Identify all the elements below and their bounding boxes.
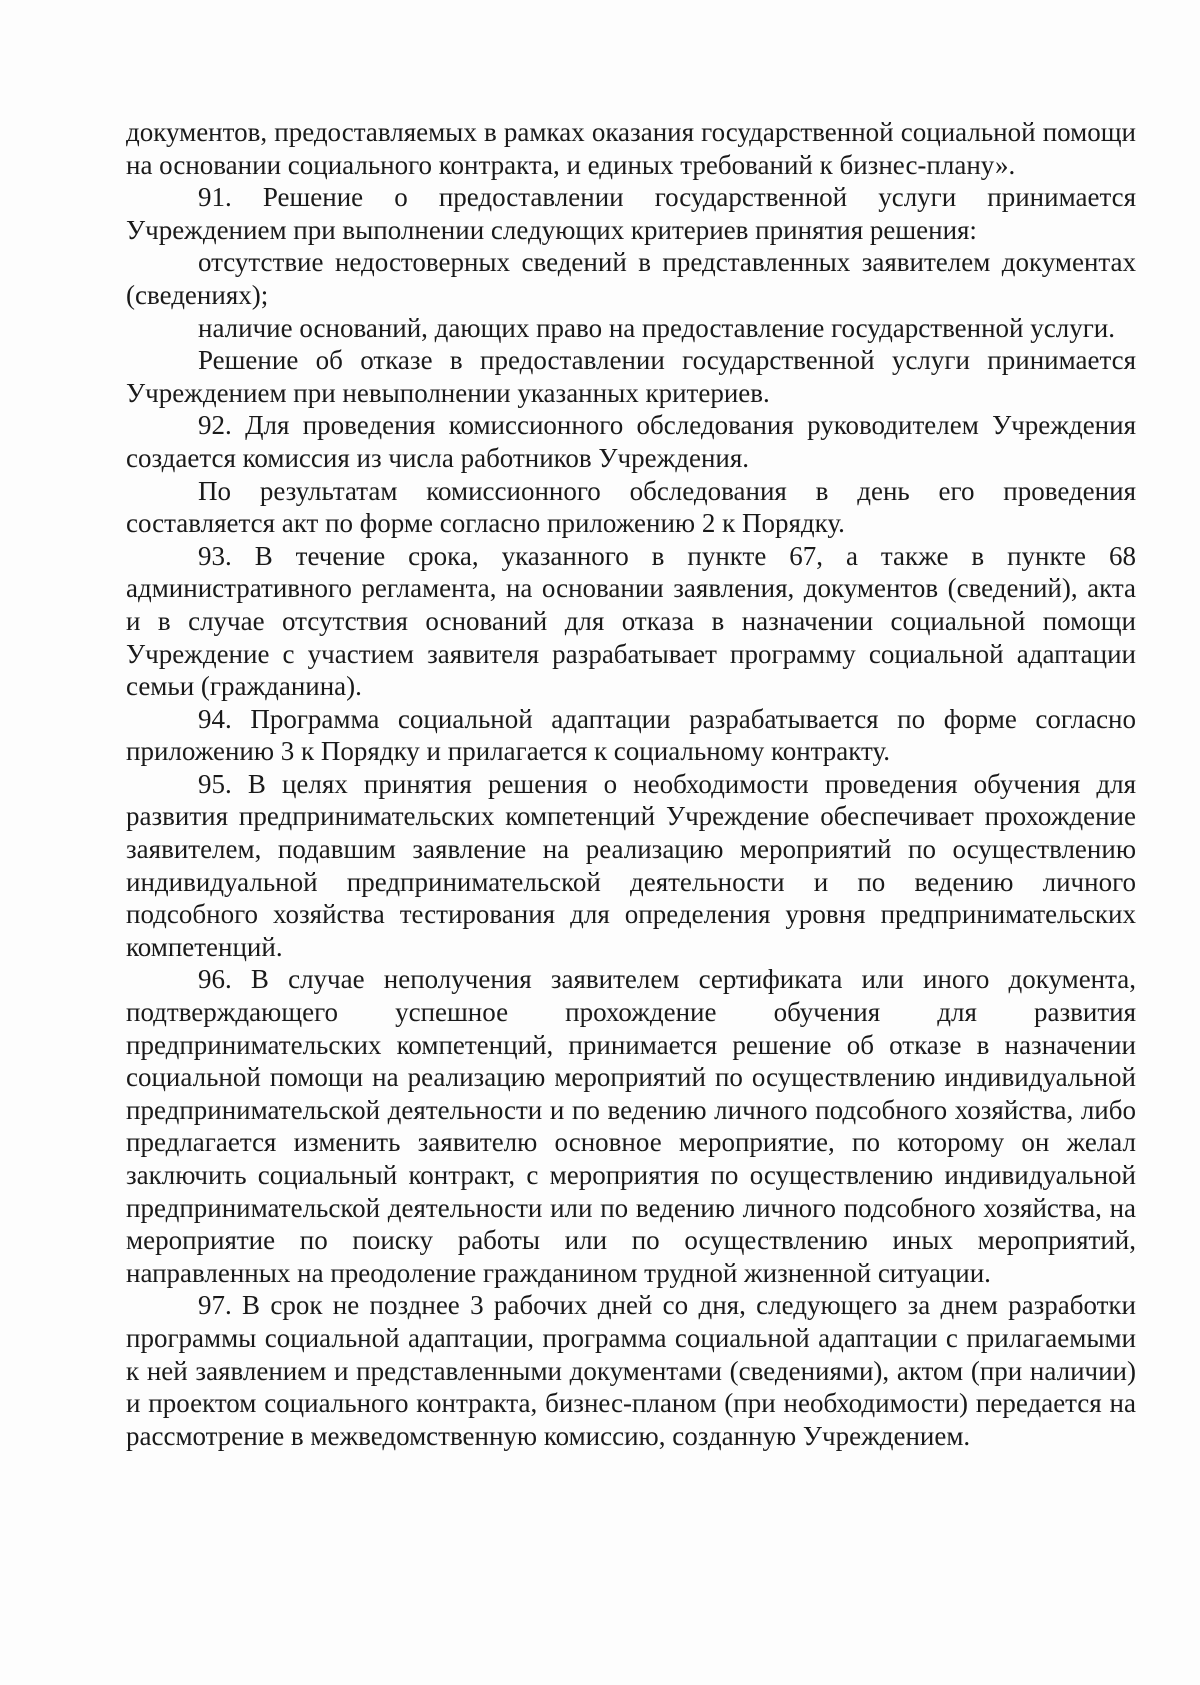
paragraph-91-refusal: Решение об отказе в предоставлении государственной услуги принимается Учреждением при невыполнении указанных критериев. — [126, 345, 1136, 408]
paragraph-96: 96. В случае неполучения заявителем сертификата или иного документа, подтверждающего успешное прохождение обучения для развития предпринимательских компетенций, принимается решение об отказе в назначении социальной помощи на реализацию мероприятий по осуществлению индивидуальной предпринимательской деятельности и по ведению личного подсобного хозяйства, либо предлагается изменить заявителю основное мероприятие, по которому он желал заключить социальный контракт, с мероприятия по осуществлению индивидуальной предпринимательской деятельности или по ведению личного подсобного хозяйства, на мероприятие по поиску работы или по осуществлению иных мероприятий, направленных на преодоление гражданином трудной жизненной ситуации. — [126, 964, 1136, 1288]
paragraph-95: 95. В целях принятия решения о необходимости проведения обучения для развития предпринимательских компетенций Учреждение обеспечивает прохождение заявителем, подавшим заявление на реализацию мероприятий по осуществлению индивидуальной предпринимательской деятельности и по ведению личного подсобного хозяйства тестирования для определения уровня предпринимательских компетенций. — [126, 768, 1136, 962]
paragraph-91-criterion-2: наличие оснований, дающих право на предоставление государственной услуги. — [198, 312, 1115, 343]
paragraph-92: 92. Для проведения комиссионного обследования руководителем Учреждения создается комиссия из числа работников Учреждения. — [126, 410, 1136, 473]
paragraph-94: 94. Программа социальной адаптации разрабатывается по форме согласно приложению 3 к Порядку и прилагается к социальному контракту. — [126, 703, 1136, 767]
document-body — [126, 116, 1136, 1452]
paragraph-97: 97. В срок не позднее 3 рабочих дней со дня, следующего за днем разработки программы социальной адаптации, программа социальной адаптации с прилагаемыми к ней заявлением и представленными документами (сведениями), актом (при наличии) и проектом социального контракта, бизнес-планом (при необходимости) передается на рассмотрение в межведомственную комиссию, созданную Учреждением. — [126, 1290, 1136, 1451]
paragraph-continuation: документов, предоставляемых в рамках оказания государственной социальной помощи на основании социального контракта, и единых требований к бизнес-плану». — [126, 117, 1136, 180]
paragraph-92-act: По результатам комиссионного обследования в день его проведения составляется акт по форме согласно приложению 2 к Порядку. — [126, 475, 1136, 539]
paragraph-91-criterion-1: отсутствие недостоверных сведений в представленных заявителем документах (сведениях); — [126, 247, 1136, 310]
paragraph-93: 93. В течение срока, указанного в пункте 67, а также в пункте 68 административного регламента, на основании заявления, документов (сведений), акта и в случае отсутствия оснований для отказа в назначении социальной помощи Учреждение с участием заявителя разрабатывает программу социальной адаптации семьи (гражданина). — [126, 540, 1136, 702]
paragraph-91: 91. Решение о предоставлении государственной услуги принимается Учреждением при выполнении следующих критериев принятия решения: — [126, 182, 1136, 245]
